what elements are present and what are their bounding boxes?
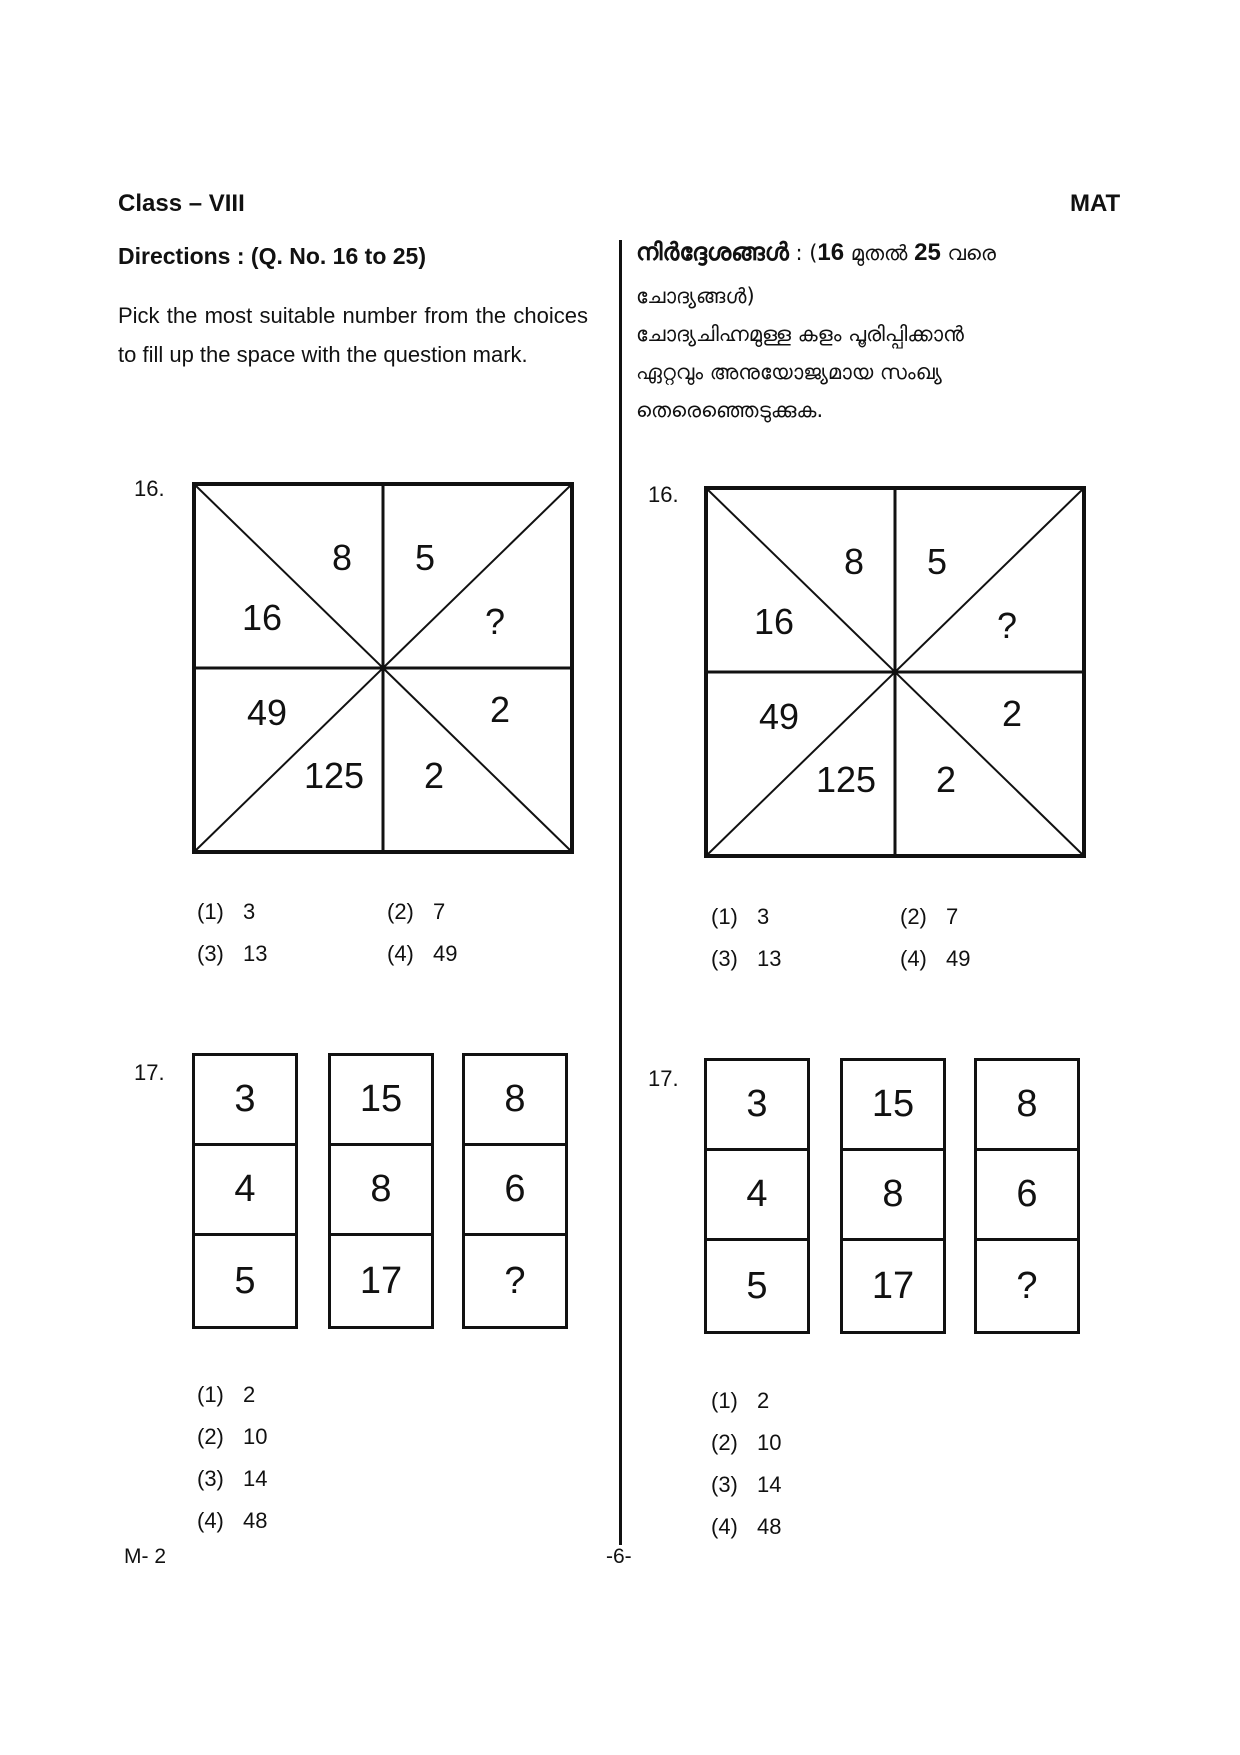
q17-ml-option-2-val: 10	[757, 1430, 782, 1455]
directions-body-en: Pick the most suitable number from the choices to fill up the space with the question mark.	[118, 303, 588, 367]
q17-option-3[interactable]	[197, 1466, 267, 1492]
q16-ml-option-2-val: 7	[946, 904, 959, 929]
q17-ml-option-1-num: (1)	[711, 1388, 738, 1413]
q16-option-3-val: 13	[243, 941, 268, 966]
q17-option-1-num: (1)	[197, 1382, 224, 1407]
directions-body-ml-line2: ഏറ്റവും അനുയോജ്യമായ സംഖ്യ	[636, 360, 942, 384]
directions-body-ml-line1: ചോദ്യചിഹ്നമുള്ള കളം പൂരിപ്പിക്കാൻ	[636, 322, 964, 346]
q16-ml-option-1-val: 3	[757, 904, 770, 929]
q17-ml-col1-cell: 5	[746, 1264, 768, 1307]
q17-ml-column-1	[704, 1058, 810, 1334]
q16-ml-option-4[interactable]	[900, 946, 970, 972]
q16-ml-cell-top-right-inner: 5	[926, 541, 948, 582]
q16-option-2-val: 7	[433, 899, 446, 924]
q17-col3-cell: 8	[465, 1056, 565, 1146]
directions-body-ml-line3: തെരെഞ്ഞെടുക്കുക.	[636, 398, 824, 422]
q17-ml-option-2[interactable]	[711, 1430, 781, 1456]
q16-ml-cell-top-right-outer: ?	[996, 605, 1018, 646]
q17-ml-col2-cell: 15	[843, 1061, 943, 1151]
q16-cell-top-right-inner: 5	[414, 537, 436, 578]
q17-option-2-val: 10	[243, 1424, 268, 1449]
q17-col1-cell: 5	[234, 1259, 256, 1302]
page-number: -6-	[606, 1545, 632, 1568]
q16-cell-bottom-right-outer: 2	[489, 689, 511, 730]
q17-col1-cell: 4	[195, 1146, 295, 1236]
q17-ml-option-1[interactable]	[711, 1388, 769, 1414]
q16-ml-cell-bottom-left-outer: 49	[758, 696, 800, 737]
q17-col1-cell: 3	[195, 1056, 295, 1146]
directions-title-ml	[636, 235, 1136, 271]
q16-option-4-val: 49	[433, 941, 458, 966]
question-16-number-ml: 16.	[648, 482, 679, 507]
q16-cell-bottom-left-outer: 49	[246, 692, 288, 733]
q17-col3-cell: 6	[465, 1146, 565, 1236]
q17-option-4[interactable]	[197, 1508, 267, 1534]
q17-col2-cell: 15	[331, 1056, 431, 1146]
q16-option-4-num: (4)	[387, 941, 414, 966]
q17-col2-cell: 17	[359, 1259, 403, 1302]
q17-col3-cell: ?	[504, 1259, 526, 1302]
q17-ml-col3-cell: 6	[977, 1151, 1077, 1241]
q16-ml-cell-top-left-inner: 8	[843, 541, 865, 582]
question-17-number-ml: 17.	[648, 1066, 679, 1091]
q17-ml-col2-cell: 8	[843, 1151, 943, 1241]
q17-ml-col3-cell: 8	[977, 1061, 1077, 1151]
directions-title-ml-line2: ചോദ്യങ്ങൾ)	[636, 284, 755, 308]
q17-option-1-val: 2	[243, 1382, 256, 1407]
q17-ml-option-4[interactable]	[711, 1514, 781, 1540]
q16-option-1-val: 3	[243, 899, 256, 924]
q17-ml-col1-cell: 4	[707, 1151, 807, 1241]
q16-ml-option-3-val: 13	[757, 946, 782, 971]
q16-cell-top-left-outer: 16	[241, 597, 283, 638]
q16-option-1-num: (1)	[197, 899, 224, 924]
q17-ml-col3-cell: ?	[1016, 1264, 1038, 1307]
q16-cell-top-right-outer: ?	[484, 601, 506, 642]
q17-option-4-val: 48	[243, 1508, 268, 1533]
q17-option-1[interactable]	[197, 1382, 255, 1408]
q17-ml-option-1-val: 2	[757, 1388, 770, 1413]
q16-ml-option-1[interactable]	[711, 904, 769, 930]
q17-ml-option-3[interactable]	[711, 1472, 781, 1498]
directions-title-ml-colon: : (	[788, 241, 818, 265]
q17-ml-option-3-val: 14	[757, 1472, 782, 1497]
q17-ml-option-2-num: (2)	[711, 1430, 738, 1455]
q17-ml-col2-cell: 17	[871, 1264, 915, 1307]
q17-ml-option-4-num: (4)	[711, 1514, 738, 1539]
question-16-number: 16.	[134, 476, 165, 501]
q17-option-2[interactable]	[197, 1424, 267, 1450]
q17-ml-col1-cell: 3	[707, 1061, 807, 1151]
question-16-diagram-ml	[704, 486, 1086, 863]
q16-ml-option-3-num: (3)	[711, 946, 738, 971]
q16-option-4[interactable]	[387, 941, 457, 967]
q16-ml-option-2-num: (2)	[900, 904, 927, 929]
column-divider	[619, 240, 622, 1545]
q17-ml-option-4-val: 48	[757, 1514, 782, 1539]
q17-option-4-num: (4)	[197, 1508, 224, 1533]
q17-option-2-num: (2)	[197, 1424, 224, 1449]
question-17-number: 17.	[134, 1060, 165, 1085]
q17-ml-column-2	[840, 1058, 946, 1334]
q16-ml-option-4-num: (4)	[900, 946, 927, 971]
directions-title-ml-mid: മുതൽ	[844, 241, 915, 265]
paper-code: M- 2	[124, 1545, 166, 1568]
q17-ml-column-3	[974, 1058, 1080, 1334]
q16-ml-option-2[interactable]	[900, 904, 958, 930]
subject-label: MAT	[1070, 190, 1121, 217]
q16-option-3[interactable]	[197, 941, 267, 967]
directions-title-ml-end: വരെ	[940, 241, 996, 265]
q17-option-3-val: 14	[243, 1466, 268, 1491]
q16-cell-bottom-right-inner: 2	[423, 755, 445, 796]
directions-title-en: Directions : (Q. No. 16 to 25)	[118, 243, 426, 269]
q16-cell-top-left-inner: 8	[331, 537, 353, 578]
q16-option-3-num: (3)	[197, 941, 224, 966]
q17-option-3-num: (3)	[197, 1466, 224, 1491]
q17-col2-cell: 8	[331, 1146, 431, 1236]
q16-ml-option-4-val: 49	[946, 946, 971, 971]
q16-ml-cell-bottom-right-inner: 2	[935, 759, 957, 800]
q16-ml-cell-bottom-right-outer: 2	[1001, 693, 1023, 734]
directions-title-ml-n1: 16	[817, 239, 845, 266]
q17-column-1	[192, 1053, 298, 1329]
directions-title-ml-word: നിർദ്ദേശങ്ങൾ	[636, 239, 789, 266]
q17-column-3	[462, 1053, 568, 1329]
q16-ml-cell-top-left-outer: 16	[753, 601, 795, 642]
question-16-diagram	[192, 482, 574, 859]
q17-column-2	[328, 1053, 434, 1329]
q16-cell-bottom-left-inner: 125	[303, 755, 365, 796]
q16-ml-option-1-num: (1)	[711, 904, 738, 929]
q16-ml-cell-bottom-left-inner: 125	[815, 759, 877, 800]
class-label: Class – VIII	[118, 190, 245, 217]
q17-ml-option-3-num: (3)	[711, 1472, 738, 1497]
q16-ml-option-3[interactable]	[711, 946, 781, 972]
directions-title-ml-n2: 25	[914, 239, 941, 266]
q16-option-1[interactable]	[197, 899, 255, 925]
q16-option-2[interactable]	[387, 899, 445, 925]
q16-option-2-num: (2)	[387, 899, 414, 924]
